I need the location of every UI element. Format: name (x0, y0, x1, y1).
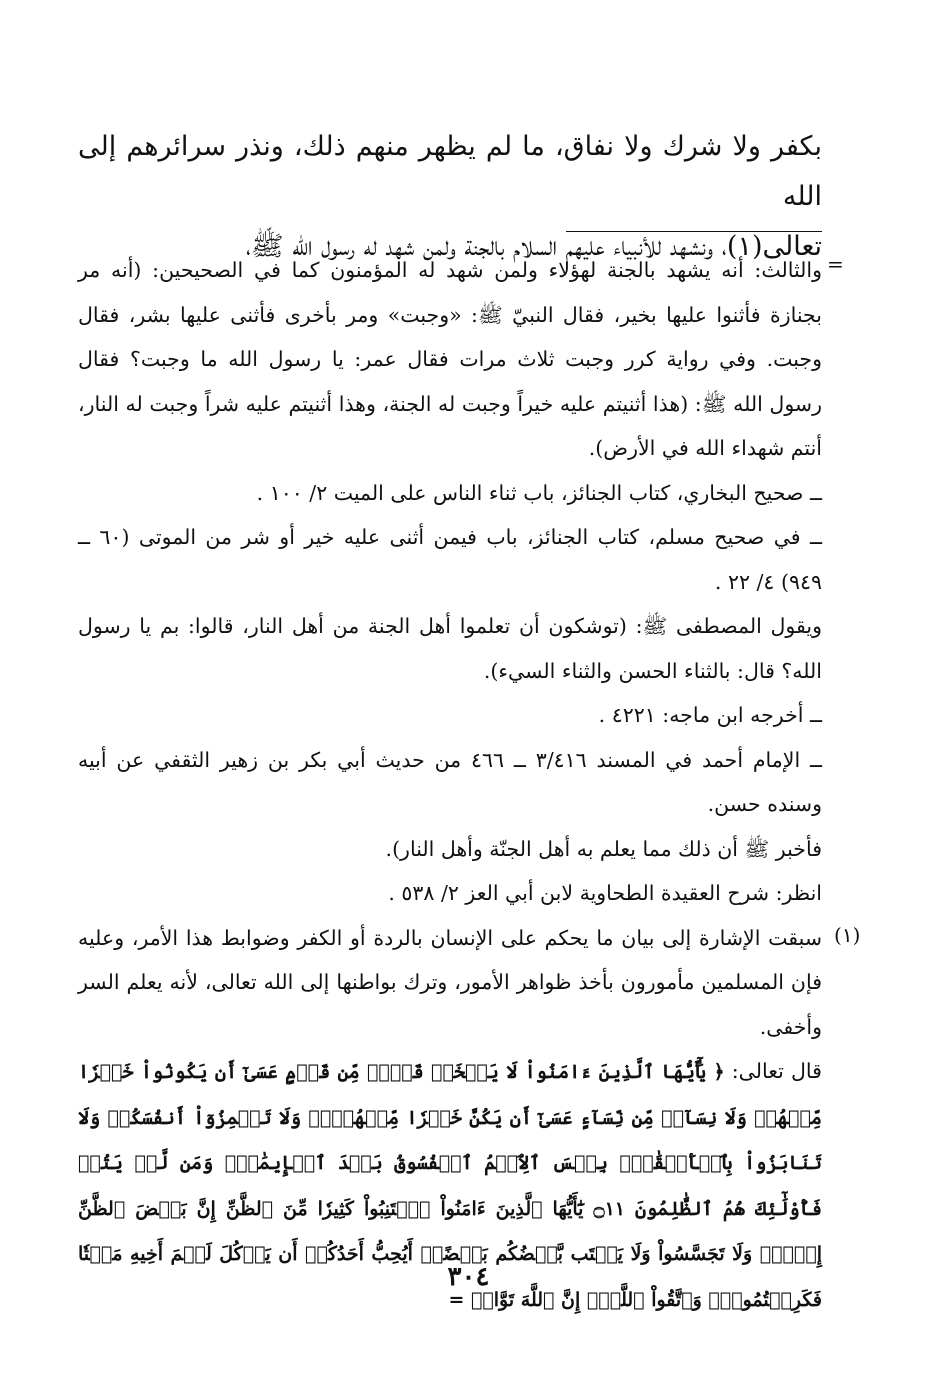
quran-verse: ﴿ يَٰٓأَيُّهَا ٱلَّذِينَ ءَامَنُواْ لَا يَسۡخَرۡ قَوۡمٞ مِّن قَوۡمٍ عَسَىٰٓ أَن يَكُونُواْ خَيۡرٗا مِّنۡهُمۡ وَلَا نِسَآءٞ مِّن نِّسَآءٍ عَسَىٰٓ أَن يَكُنَّ خَيۡرٗا مِّنۡهُنَّۖ وَلَا تَلۡمِزُوٓاْ أَنفُسَكُمۡ وَلَا تَنَابَزُواْ بِٱلۡأَلۡقَٰبِۖ بِئۡسَ ٱلِٱسۡمُ ٱلۡفُسُوقُ بَعۡدَ ٱلۡإِيمَٰنِۚ وَمَن لَّمۡ يَتُبۡ فَأُوْلَٰٓئِكَ هُمُ ٱلظَّٰلِمُونَ ۝١١ يَٰٓأَيُّهَا ٱلَّذِينَ ءَامَنُواْ ٱجۡتَنِبُواْ كَثِيرٗا مِّنَ ٱلظَّنِّ إِنَّ بَعۡضَ ٱلظَّنِّ إِثۡمٞۖ وَلَا تَجَسَّسُواْ وَلَا يَغۡتَب بَّعۡضُكُم بَعۡضًاۚ أَيُحِبُّ أَحَدُكُمۡ أَن يَأۡكُلَ لَحۡمَ أَخِيهِ مَيۡتٗا فَكَرِهۡتُمُوهُۚ وَٱتَّقُواْ ٱللَّهَۚ إِنَّ ٱللَّهَ تَوَّابٞ = (78, 1061, 822, 1311)
footnotes (78, 248, 822, 1322)
footnote-citation: ــ الإمام أحمد في المسند ٣/٤١٦ ــ ٤٦٦ من حديث أبي بكر بن زهير الثقفي عن أبيه وسنده حسن. (78, 747, 823, 816)
footnote-paragraph: فأخبر ﷺ أن ذلك مما يعلم به أهل الجنّة وأهل النار). (385, 836, 822, 861)
footnote-continuation-mark: = (827, 252, 844, 276)
quran-intro: قال تعالى: (724, 1059, 822, 1083)
footnote-separator (566, 231, 822, 232)
footnote-citation: ــ أخرجه ابن ماجه: ٤٢٢١ . (598, 703, 822, 727)
footnote-reference: انظر: شرح العقيدة الطحاوية لابن أبي العز ٢/ ٥٣٨ . (388, 881, 822, 905)
footnote-number: (١) (834, 923, 861, 947)
main-text-line: تعالى(١)، ونشهد للأنبياء عليهم السلام بالجنة ولمن شهد له رسول الله ﷺ، (245, 231, 822, 262)
footnote-paragraph: ويقول المصطفى ﷺ: (توشكون أن تعلموا أهل الجنة من أهل النار، قالوا: بم يا رسول الله؟ قال: بالثناء الحسن والثناء السيء). (78, 614, 822, 683)
footnote-citation: ــ صحيح البخاري، كتاب الجنائز، باب ثناء الناس على الميت ٢/ ١٠٠ . (256, 480, 822, 505)
page-number: ٣٠٤ (447, 1262, 490, 1292)
footnote-citation: ــ في صحيح مسلم، كتاب الجنائز، باب فيمن أثنى عليه خير أو شر من الموتى (٦٠ ــ ٩٤٩) ٤/ ٢٢ . (78, 525, 823, 594)
footnote-paragraph: والثالث: أنه يشهد بالجنة لهؤلاء ولمن شهد له المؤمنون كما في الصحيحين: (أنه مر بجنازة فأثنوا عليها بخير، فقال النبيّ ﷺ: «وجبت» ومر بأخرى فأثنى عليها بشر، فقال وجبت. وفي رواية كرر وجبت ثلاث مرات فقال عمر: يا رسول الله ما وجبت؟ فقال رسول الله ﷺ: (هذا أثنيتم عليه خيراً وجبت له الجنة، وهذا أثنيتم عليه شراً وجبت له النار، أنتم شهداء الله في الأرض). (78, 258, 822, 460)
footnote-1-paragraph: سبقت الإشارة إلى بيان ما يحكم على الإنسان بالردة أو الكفر وضوابط هذا الأمر، وعليه فإن المسلمين مأمورون بأخذ ظواهر الأمور، وترك بواطنها إلى الله تعالى، لأنه يعلم السر وأخفى. (78, 925, 822, 1039)
main-text-line: بكفر ولا شرك ولا نفاق، ما لم يظهر منهم ذلك، ونذر سرائرهم إلى الله (78, 131, 822, 212)
